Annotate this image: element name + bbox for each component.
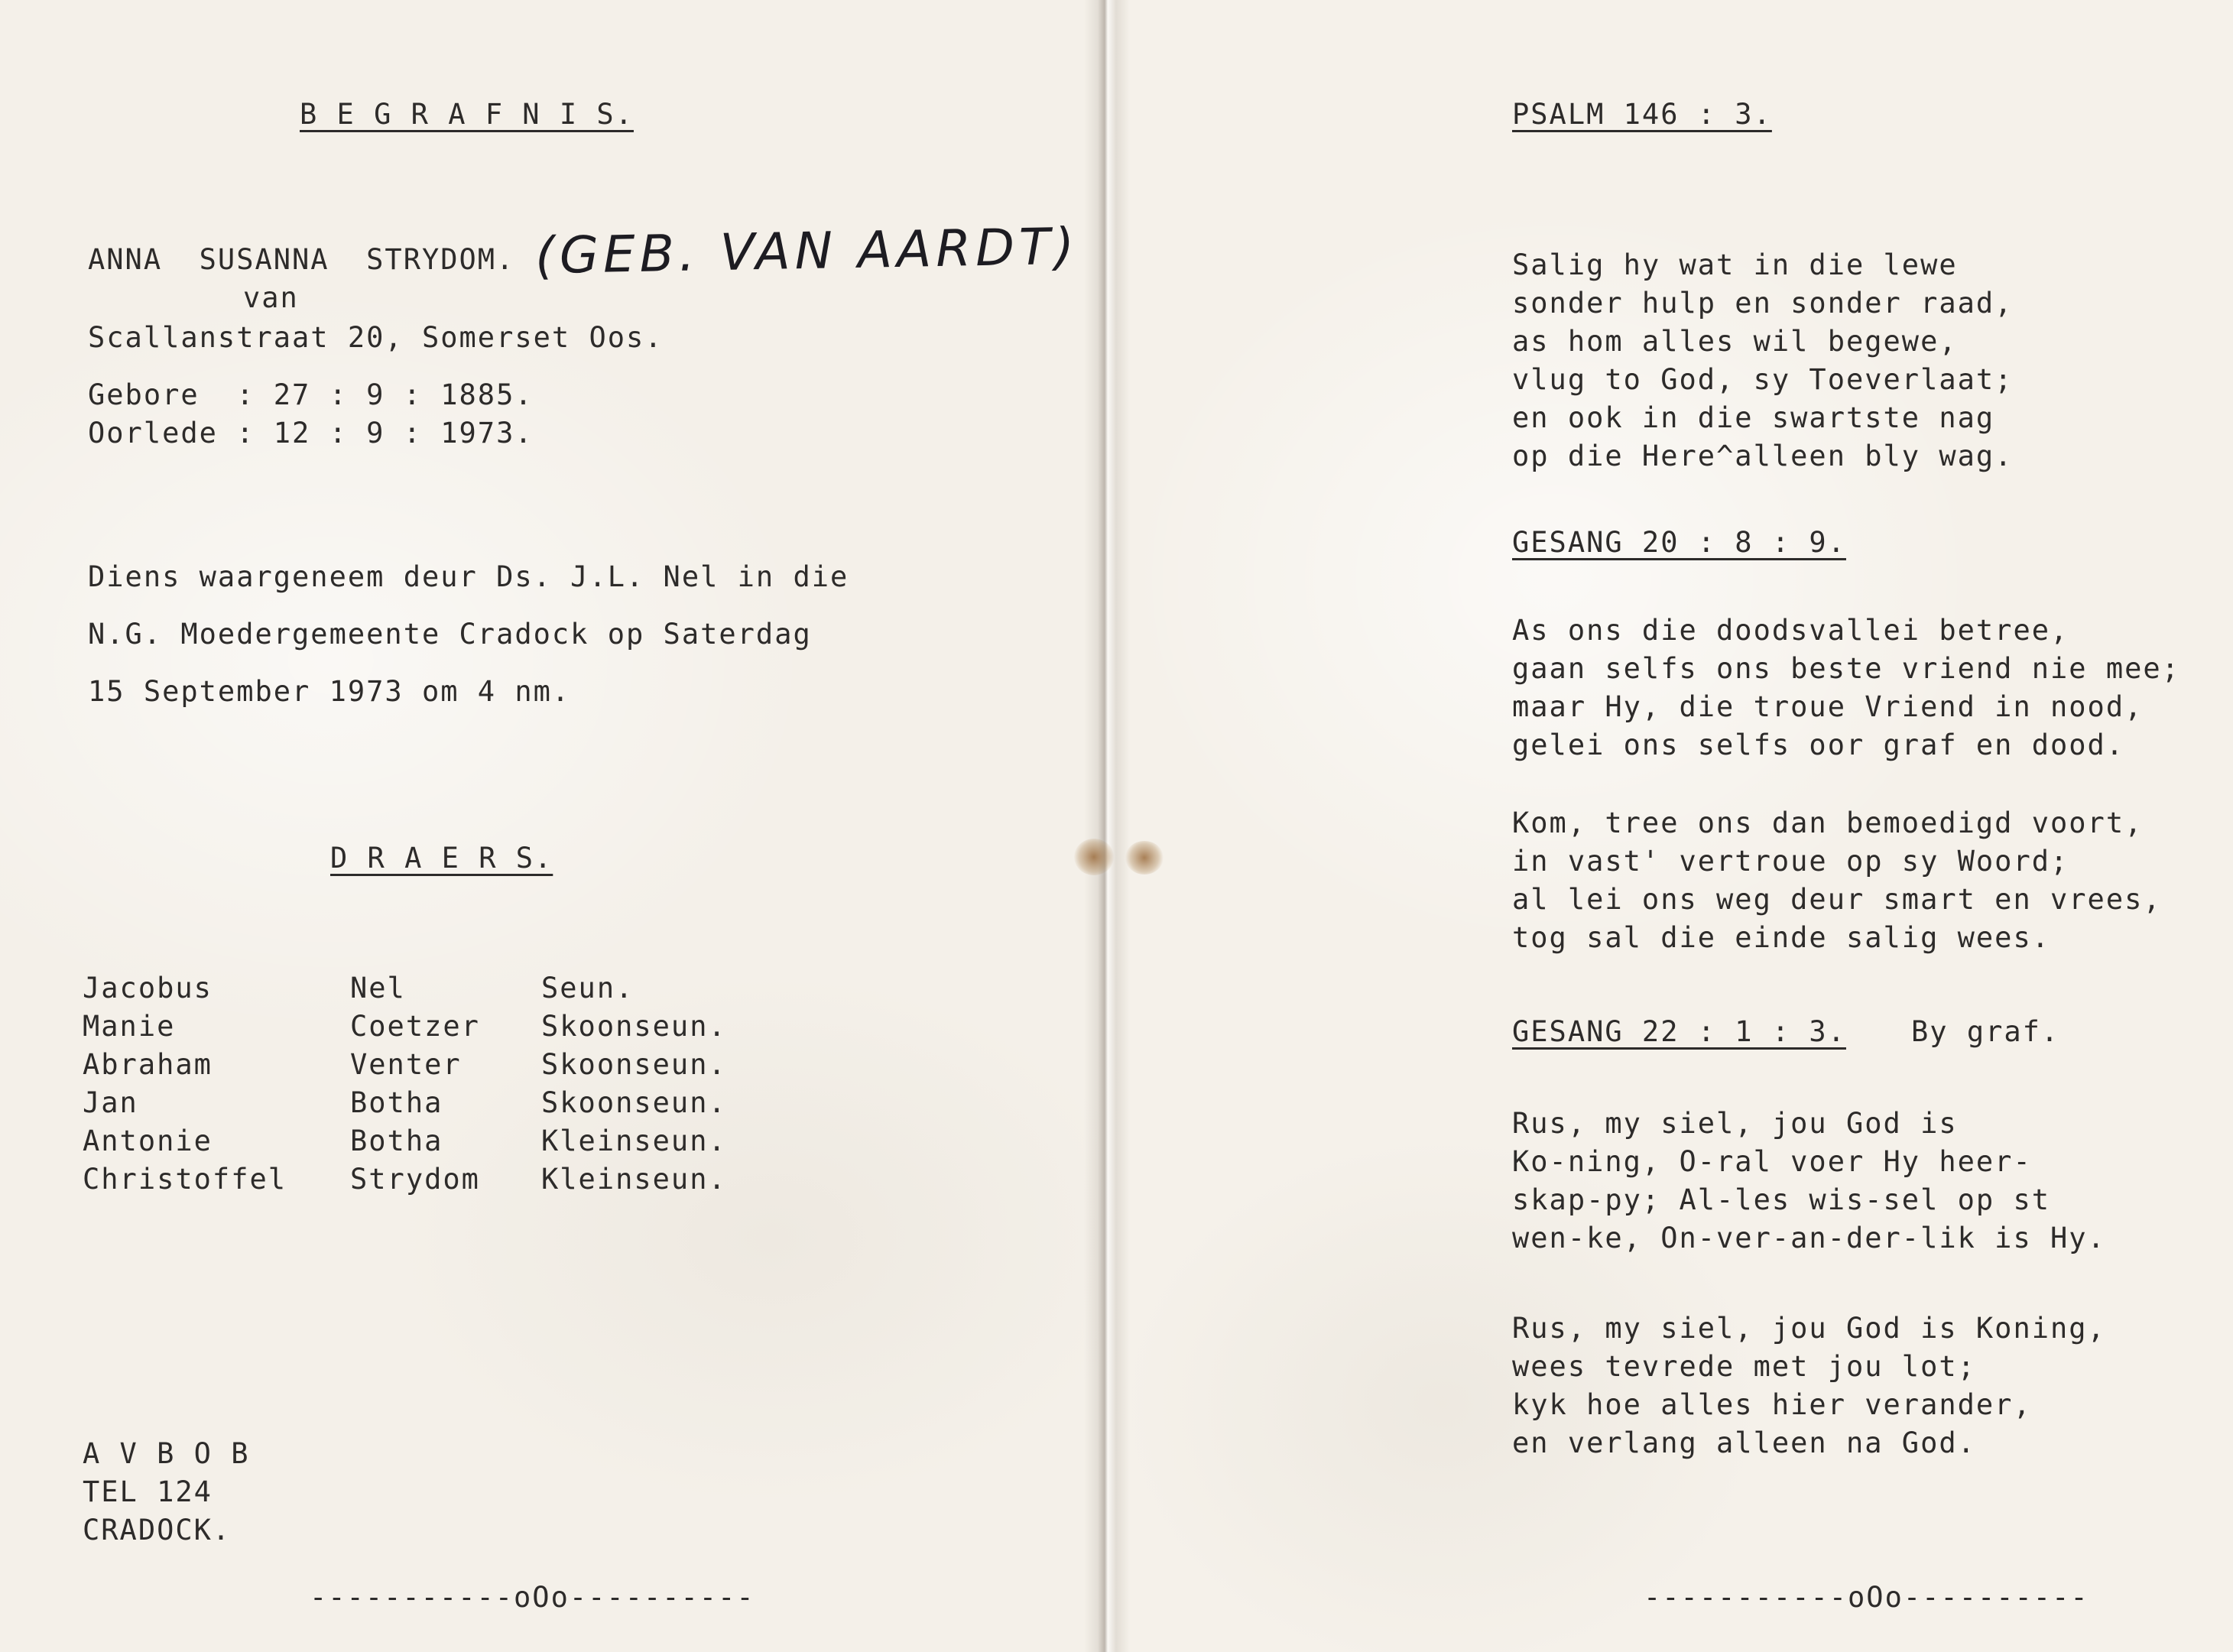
bearer-first-name: Jan [83,1086,138,1119]
psalm-verse [1512,246,2013,475]
bearer-first-name: Christoffel [83,1163,287,1196]
verse-line: Salig hy wat in die lewe [1512,248,1958,281]
deceased-name: ANNA SUSANNA STRYDOM. [88,243,515,276]
gesang-20-verse-2 [1512,804,2162,957]
bearer-last-name: Venter [350,1048,462,1081]
verse-line: wen-ke, On-ver-an-der-lik is Hy. [1512,1222,2106,1254]
bearer-first-name: Antonie [83,1125,213,1157]
stain-mark [1125,841,1164,875]
bearer-relation: Skoonseun. [541,1086,727,1119]
gesang-22-heading: GESANG 22 : 1 : 3. [1512,1015,1846,1048]
verse-line: Ko-ning, O-ral voer Hy heer- [1512,1145,2032,1178]
verse-line: al lei ons weg deur smart en vrees, [1512,883,2162,916]
gesang-20-heading: GESANG 20 : 8 : 9. [1512,526,1846,559]
verse-line: in vast' vertroue op sy Woord; [1512,845,2069,878]
undertaker-phone: TEL 124 [83,1475,213,1508]
right-divider: -----------oOo---------- [1644,1581,2089,1614]
verse-line: tog sal die einde salig wees. [1512,921,2051,954]
verse-line: op die Here^alleen bly wag. [1512,440,2014,472]
stain-mark [1074,839,1114,875]
deceased-of: van [243,281,299,314]
bearer-first-name: Manie [83,1010,176,1043]
service-line-2: N.G. Moedergemeente Cradock op Saterdag [88,618,812,651]
left-divider: -----------oOo---------- [310,1581,755,1614]
undertaker-name: A V B O B [83,1437,250,1470]
gesang-22-note: By graf. [1911,1015,2060,1048]
gesang-22-verse-1 [1512,1105,2106,1258]
undertaker-block [83,1435,249,1550]
gesang-22-verse-2 [1512,1310,2106,1462]
verse-line: Rus, my siel, jou God is [1512,1107,1958,1140]
verse-line: wees tevrede met jou lot; [1512,1350,1976,1383]
bearer-first-name: Jacobus [83,972,213,1005]
service-line-3: 15 September 1973 om 4 nm. [88,675,571,708]
bearers-first-names [83,969,287,1199]
verse-line: gaan selfs ons beste vriend nie mee; [1512,652,2180,685]
bearers-heading: D R A E R S. [330,842,553,875]
handwritten-maiden-name: (GEB. VAN AARDT) [534,216,1079,286]
bearer-relation: Kleinseun. [541,1163,727,1196]
bearer-last-name: Coetzer [350,1010,480,1043]
verse-line: en verlang alleen na God. [1512,1426,1976,1459]
birth-date: Gebore : 27 : 9 : 1885. [88,378,534,411]
verse-line: Rus, my siel, jou God is Koning, [1512,1312,2106,1345]
verse-line: kyk hoe alles hier verander, [1512,1388,2032,1421]
verse-line: vlug to God, sy Toeverlaat; [1512,363,2014,396]
gesang-20-verse-1 [1512,612,2180,764]
bearer-relation: Skoonseun. [541,1048,727,1081]
verse-line: gelei ons selfs oor graf en dood. [1512,729,2125,761]
page-fold [1084,0,1130,1652]
bearers-last-names [350,969,480,1199]
verse-line: as hom alles wil begewe, [1512,325,1958,358]
death-date: Oorlede : 12 : 9 : 1973. [88,417,534,450]
verse-line: maar Hy, die troue Vriend in nood, [1512,690,2144,723]
funeral-heading: B E G R A F N I S. [300,98,634,131]
psalm-heading: PSALM 146 : 3. [1512,98,1772,131]
bearer-relation: Seun. [541,972,635,1005]
bearer-relation: Skoonseun. [541,1010,727,1043]
bearers-relations [541,969,727,1199]
verse-line: sonder hulp en sonder raad, [1512,287,2014,320]
bearer-last-name: Botha [350,1125,443,1157]
verse-line: Kom, tree ons dan bemoedigd voort, [1512,807,2144,839]
bearer-first-name: Abraham [83,1048,213,1081]
verse-line: skap-py; Al-les wis-sel op st [1512,1183,2051,1216]
bearer-last-name: Botha [350,1086,443,1119]
undertaker-town: CRADOCK. [83,1514,232,1547]
deceased-address: Scallanstraat 20, Somerset Oos. [88,321,664,354]
bearer-relation: Kleinseun. [541,1125,727,1157]
bearer-last-name: Strydom [350,1163,480,1196]
verse-line: en ook in die swartste nag [1512,401,1995,434]
service-line-1: Diens waargeneem deur Ds. J.L. Nel in die [88,560,849,593]
bearer-last-name: Nel [350,972,406,1005]
verse-line: As ons die doodsvallei betree, [1512,614,2069,647]
